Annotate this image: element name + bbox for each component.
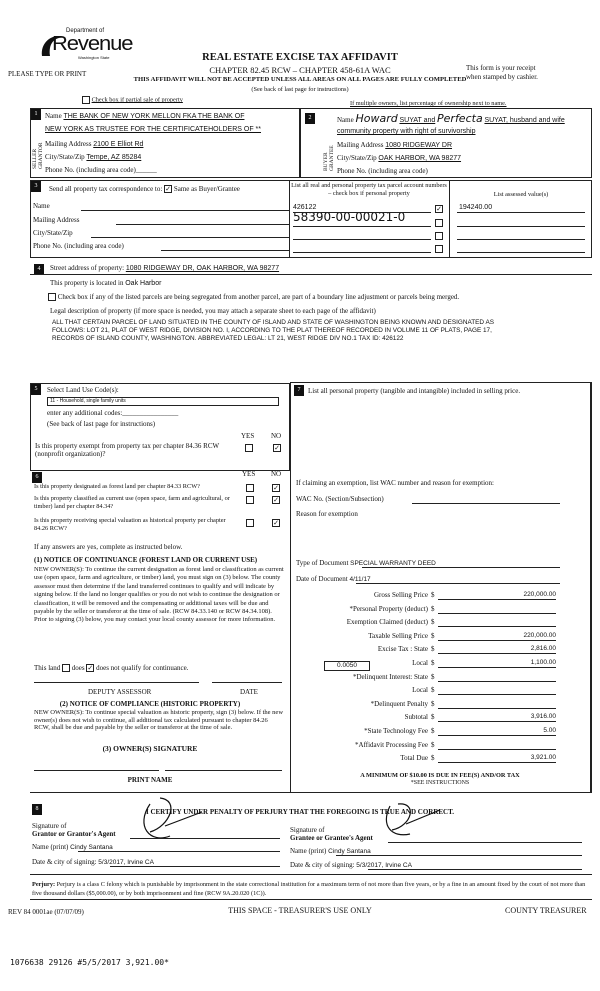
grantee-signature-label: Grantee or Grantee's Agent (290, 834, 373, 842)
dollar-sign: $ (431, 659, 435, 667)
label: Signature of (290, 826, 325, 834)
buyer-name-2[interactable]: community property with right of survivorship (337, 128, 476, 135)
personal-property-checkbox[interactable] (435, 219, 443, 227)
tax-line-value[interactable] (438, 673, 556, 682)
dollar-sign: $ (431, 699, 435, 708)
personal-property-checkbox[interactable] (435, 245, 443, 253)
tax-line-label: Total Due (400, 754, 428, 763)
buyer-city[interactable]: OAK HARBOR, WA 98277 (378, 155, 462, 162)
grantor-print-name[interactable]: Cindy Santana (70, 844, 113, 851)
tax-line-label: Subtotal (404, 713, 428, 722)
label: Check box if any of the listed parcels are being segregated from another parcel, are part of a boundary line adjustment or parcels being merged. (57, 293, 460, 301)
logo-name: Revenue (52, 33, 133, 55)
tax-line-value[interactable]: 1,100.00 (438, 659, 556, 668)
notice-compliance-body: NEW OWNER(S): To continue special valuation as historic property, sign (3) below. If the new owner(s) does not wish to continue, all additional tax calculated pursuant to chapter 84.26 RCW, shall be due and payable by the seller or transferor at the time of sale. (34, 709, 284, 731)
see-back: (See back of last page for instructions) (251, 86, 349, 93)
logo-dept: Department of (66, 28, 105, 34)
seller-section: 1 SELLER GRANTOR Name THE BANK OF NEW YORK MELLON FKA THE BANK OF NEW YORK AS TRUSTEE FOR THE CERTIFICATEHOLDERS OF ** Mailing Address 2100 E Elliot Rd City/State/Zip Tempe, AZ 85284 Phone No. (including area code)______ (30, 108, 300, 178)
label: Mailing Address (45, 140, 92, 148)
historic-yes-checkbox[interactable] (246, 519, 254, 527)
print-name-label: PRINT NAME (127, 776, 173, 784)
tax-line-value[interactable]: 2,816.00 (438, 645, 556, 654)
receipt-note-2: when stamped by cashier. (466, 73, 538, 81)
tax-line-value[interactable] (438, 700, 556, 709)
grantee-date-city[interactable]: 5/3/2017, Irvine CA (356, 862, 412, 869)
section-number: 1 (31, 109, 41, 120)
corr-address-label: Mailing Address (33, 216, 80, 224)
buyer-address[interactable]: 1080 RIDGEWAY DR (385, 142, 453, 149)
perjury-notice (32, 880, 588, 898)
seller-address[interactable]: 2100 E Elliot Rd (93, 141, 144, 148)
forest-yes-checkbox[interactable] (246, 484, 254, 492)
property-street[interactable]: 1080 RIDGEWAY DR, OAK HARBOR, WA 98277 (125, 265, 280, 272)
parcel-number[interactable]: 426122 (293, 204, 317, 211)
dollar-sign: $ (431, 713, 435, 722)
buyer-handwritten-name-2: Perfecta (437, 112, 483, 125)
document-date[interactable]: 4/11/17 (349, 576, 371, 583)
parcel-number-handwritten[interactable]: 58390-00-00021-0 (293, 210, 406, 224)
label: Send all property tax correspondence to: (49, 185, 163, 193)
notice-continuance-title: (1) NOTICE OF CONTINUANCE (FOREST LAND OR CURRENT USE) (34, 556, 258, 564)
label: Signature of (32, 822, 67, 830)
label: Name (45, 112, 62, 120)
exemption-label: If claiming an exemption, list WAC number and reason for exemption: (296, 479, 494, 487)
segregated-checkbox[interactable] (48, 293, 56, 301)
dollar-sign: $ (431, 618, 435, 627)
logo-state: Washington State (78, 55, 110, 60)
forest-no-checkbox[interactable]: ✓ (273, 484, 279, 492)
section-number: 7 (294, 385, 304, 396)
dollar-sign: $ (431, 672, 435, 681)
exempt-question: Is this property exempt from property tax per chapter 84.36 RCW (nonprofit organization)? (35, 442, 219, 458)
grantee-signature (378, 800, 448, 840)
does-not-checkbox[interactable]: ✓ (87, 664, 94, 673)
tax-line-value[interactable] (438, 741, 556, 750)
property-location[interactable]: Oak Harbor (125, 280, 162, 287)
land-use-code-select[interactable]: 11 - Household, single family units (47, 397, 279, 406)
section-number: 6 (32, 472, 42, 483)
treasurer-use-label: THIS SPACE - TREASURER'S USE ONLY (228, 906, 372, 915)
historic-no-checkbox[interactable]: ✓ (273, 519, 279, 527)
current-use-no-checkbox[interactable]: ✓ (273, 496, 279, 504)
does-checkbox[interactable] (62, 664, 70, 672)
label: Name (337, 116, 354, 124)
tax-line-label: *Delinquent Penalty (370, 699, 428, 708)
yes-header: YES (241, 432, 255, 440)
section-number: 3 (31, 181, 41, 192)
dollar-sign: $ (431, 591, 435, 599)
tax-line-label: Local (412, 659, 428, 667)
seller-label: SELLER GRANTOR (32, 142, 44, 169)
tax-line-value[interactable]: 3,921.00 (438, 754, 556, 763)
owner-signature-label: (3) OWNER(S) SIGNATURE (102, 744, 198, 753)
dollar-sign: $ (431, 727, 435, 735)
buyer-section (300, 108, 592, 178)
personal-property-checkbox[interactable] (435, 232, 443, 240)
section-number: 8 (32, 804, 42, 815)
exempt-no-checkbox[interactable]: ✓ (274, 444, 280, 452)
partial-sale-checkbox[interactable]: Check box if partial sale of property (82, 96, 183, 104)
tax-line-value[interactable] (438, 686, 556, 695)
buyer-name[interactable]: SUYAT and (399, 117, 436, 124)
seller-phone-label: Phone No. (including area code) (45, 166, 136, 174)
corr-city-label: City/State/Zip (33, 229, 73, 237)
wac-label: WAC No. (Section/Subsection) (296, 495, 384, 503)
assessed-header: List assessed value(s) (493, 191, 549, 198)
label: Select Land Use Code(s): (47, 386, 119, 394)
tax-line-value[interactable] (438, 618, 556, 627)
tax-line-value[interactable]: 220,000.00 (438, 632, 556, 641)
chapter: CHAPTER 82.45 RCW – CHAPTER 458-61A WAC (209, 65, 391, 75)
parcels-header: List all real and personal property tax parcel account numbers – check box if personal property (291, 182, 447, 197)
label: Date & city of signing: (32, 858, 97, 866)
grantee-print-name[interactable]: Cindy Santana (328, 848, 371, 855)
tax-line-label: *Affidavit Processing Fee (355, 740, 428, 749)
corr-name-label: Name (33, 202, 50, 210)
perjury-text: Perjury is a class C felony which is punishable by imprisonment in the state correctional institution for a maximum term of not more than five years, or by a fine in an amount fixed by the court of not more than five thousand dollars ($5,000.00), or by both imprisonment and fine (RCW 9A.20.020 (1C)). (32, 881, 586, 897)
personal-property-label: List all personal property (tangible and intangible) included in selling price. (308, 387, 521, 395)
assessed-value[interactable]: 194240.00 (459, 204, 493, 211)
tax-line-label: Taxable Selling Price (368, 631, 428, 640)
label: City/State/Zip (45, 153, 85, 161)
county-treasurer-label: COUNTY TREASURER (505, 906, 587, 915)
buyer-label: BUYER GRANTEE (323, 145, 335, 171)
tax-line-label: Gross Selling Price (373, 591, 428, 599)
current-use-yes-checkbox[interactable] (246, 496, 254, 504)
no-header: NO (271, 432, 282, 440)
document-type[interactable]: SPECIAL WARRANTY DEED (350, 560, 436, 567)
form-revision: REV 84 0001ae (07/07/09) (8, 908, 84, 916)
label: Perjury: (32, 881, 56, 888)
dollar-sign: $ (431, 645, 435, 654)
legal-description[interactable]: ALL THAT CERTAIN PARCEL OF LAND SITUATED IN THE COUNTY OF ISLAND AND STATE OF WASHINGTON BEING KNOWN AND DESIGNATED AS FOLLOWS: LOT 21, PLAT OF WEST RIDGE, DIVISION NO. I, ACCORDING TO THE PLAT THEREOF RECORDED IN VOLUME 11 OF PLATS, PAGE 17, RECORDS OF ISLAND COUNTY, WASHINGTON. ABBREVIATED LEGAL: LT 21, WEST RIDGE DIV NO.1 TAX ID: 426122 (52, 319, 494, 342)
certification-statement: I CERTIFY UNDER PENALTY OF PERJURY THAT THE FOREGOING IS TRUE AND CORRECT. (145, 808, 454, 816)
yes-header: YES (242, 470, 256, 478)
label: City/State/Zip (337, 154, 377, 162)
minimum-due-note: A MINIMUM OF $10.00 IS DUE IN FEE(S) AND/OR TAX (360, 772, 520, 779)
buyer-name-rest[interactable]: SUYAT, husband and wife (484, 117, 565, 124)
dollar-sign: $ (431, 686, 435, 695)
no-header: NO (271, 470, 282, 478)
label: Date of Document (296, 575, 348, 583)
corr-phone-label: Phone No. (including area code) (33, 242, 124, 250)
tax-line-label: Local (412, 686, 428, 695)
grantor-date-city[interactable]: 5/3/2017, Irvine CA (98, 859, 154, 866)
notice-compliance-title: (2) NOTICE OF COMPLIANCE (HISTORIC PROPERTY) (59, 700, 241, 708)
dollar-sign: $ (431, 604, 435, 613)
land-use-section: 5 Select Land Use Code(s): 11 - Household, single family units enter any additional codes:________________ (See back of last page for instructions) YES NO Is this property exempt from property tax per chapter 84.36 RCW (nonprofit organization)? ✓ (30, 383, 290, 471)
label: qualify for continuance. (121, 664, 189, 672)
label: Same as Buyer/Grantee (173, 185, 240, 193)
label: This property is located in (50, 279, 124, 287)
multiple-owners-note: If multiple owners, list percentage of ownership next to name. (350, 100, 507, 107)
legal-label: Legal description of property (if more space is needed, you may attach a separate sheet to each page of the affidavit) (50, 307, 376, 315)
deputy-assessor-label: DEPUTY ASSESSOR (88, 688, 152, 696)
type-or-print: PLEASE TYPE OR PRINT (8, 70, 87, 78)
label: enter any additional codes: (47, 409, 123, 417)
section-number: 2 (305, 113, 315, 124)
same-as-buyer-checkbox[interactable]: ✓ (165, 185, 172, 194)
section-number: 5 (31, 384, 41, 395)
receipt-note: This form is your receipt (466, 64, 536, 72)
personal-property-checkbox[interactable]: ✓ (436, 205, 442, 213)
correspondence-section (30, 180, 592, 258)
exempt-yes-checkbox[interactable] (245, 444, 253, 452)
seller-city[interactable]: Tempe, AZ 85284 (86, 154, 142, 161)
tax-line-label: *State Technology Fee (364, 727, 428, 735)
label: Street address of property: (50, 264, 125, 272)
label: Name (print) (290, 847, 327, 855)
label: Name (print) (32, 843, 69, 851)
label: does (71, 664, 85, 672)
dollar-sign: $ (431, 740, 435, 749)
date-label: DATE (240, 688, 258, 696)
buyer-phone-label: Phone No. (including area code) (337, 167, 428, 175)
grantor-signature-label: Grantor or Grantor's Agent (32, 830, 116, 838)
warning: THIS AFFIDAVIT WILL NOT BE ACCEPTED UNLESS ALL AREAS ON ALL PAGES ARE FULLY COMPLETED (133, 76, 467, 83)
dollar-sign: $ (431, 631, 435, 640)
tax-line-value[interactable]: 220,000.00 (438, 591, 556, 600)
label: Date & city of signing: (290, 861, 355, 869)
tax-line-label: *Personal Property (deduct) (349, 604, 428, 613)
label: Mailing Address (337, 141, 384, 149)
buyer-handwritten-name: Howard (355, 112, 398, 125)
forest-question: Is this property designated as forest land per chapter 84.33 RCW? (34, 483, 200, 490)
label: Type of Document (296, 559, 349, 567)
tax-line-label: *Delinquent Interest: State (352, 672, 428, 681)
form-title: REAL ESTATE EXCISE TAX AFFIDAVIT (202, 52, 398, 63)
tax-line-value[interactable] (438, 605, 556, 614)
label: This land (34, 664, 61, 672)
dollar-sign: $ (431, 754, 435, 763)
cashier-stamp: 1076638 29126 #5/5/2017 3,921.00* (10, 958, 169, 967)
tax-line-label: Exemption Claimed (deduct) (346, 618, 428, 627)
tax-line-value[interactable]: 3,916.00 (438, 713, 556, 722)
seller-name[interactable]: THE BANK OF NEW YORK MELLON FKA THE BANK OF (63, 113, 245, 120)
notice-continuance-body: NEW OWNER(S): To continue the current designation as forest land or classification as current use (open space, farm and agriculture, or timber) land, you must sign on (3) below. The county assessor must then determine if the land transferred continues to qualify and will indicate by signing below. If the land no longer qualifies or you do not wish to continue the designation or classification, it will be removed and the compensating or additional taxes will be due and payable by the seller or transferor at the time of sale. (RCW 84.33.140 or RCW 84.34.108). Prior to signing (3) below, you may contact your local county assessor for more information. (34, 566, 284, 624)
see-instructions: *SEE INSTRUCTIONS (410, 780, 470, 786)
if-yes-note: If any answers are yes, complete as instructed below. (34, 543, 183, 551)
tax-line-label: Excise Tax : State (377, 645, 428, 654)
local-rate-field[interactable]: 0.0050 (324, 661, 370, 671)
tax-line-value[interactable]: 5.00 (438, 727, 556, 736)
reason-label: Reason for exemption (296, 510, 358, 518)
label: (See back of last page for instructions) (47, 420, 156, 428)
historic-question: Is this property receiving special valuation as historical property per chapter 84.26 RCW? (34, 517, 226, 532)
current-use-question: Is this property classified as current use (open space, farm and agricultural, or timber) land per chapter 84.34? (34, 495, 230, 510)
seller-name-2[interactable]: NEW YORK AS TRUSTEE FOR THE CERTIFICATEHOLDERS OF ** (45, 126, 261, 133)
section-number: 4 (34, 264, 44, 275)
label: does not (96, 664, 120, 672)
